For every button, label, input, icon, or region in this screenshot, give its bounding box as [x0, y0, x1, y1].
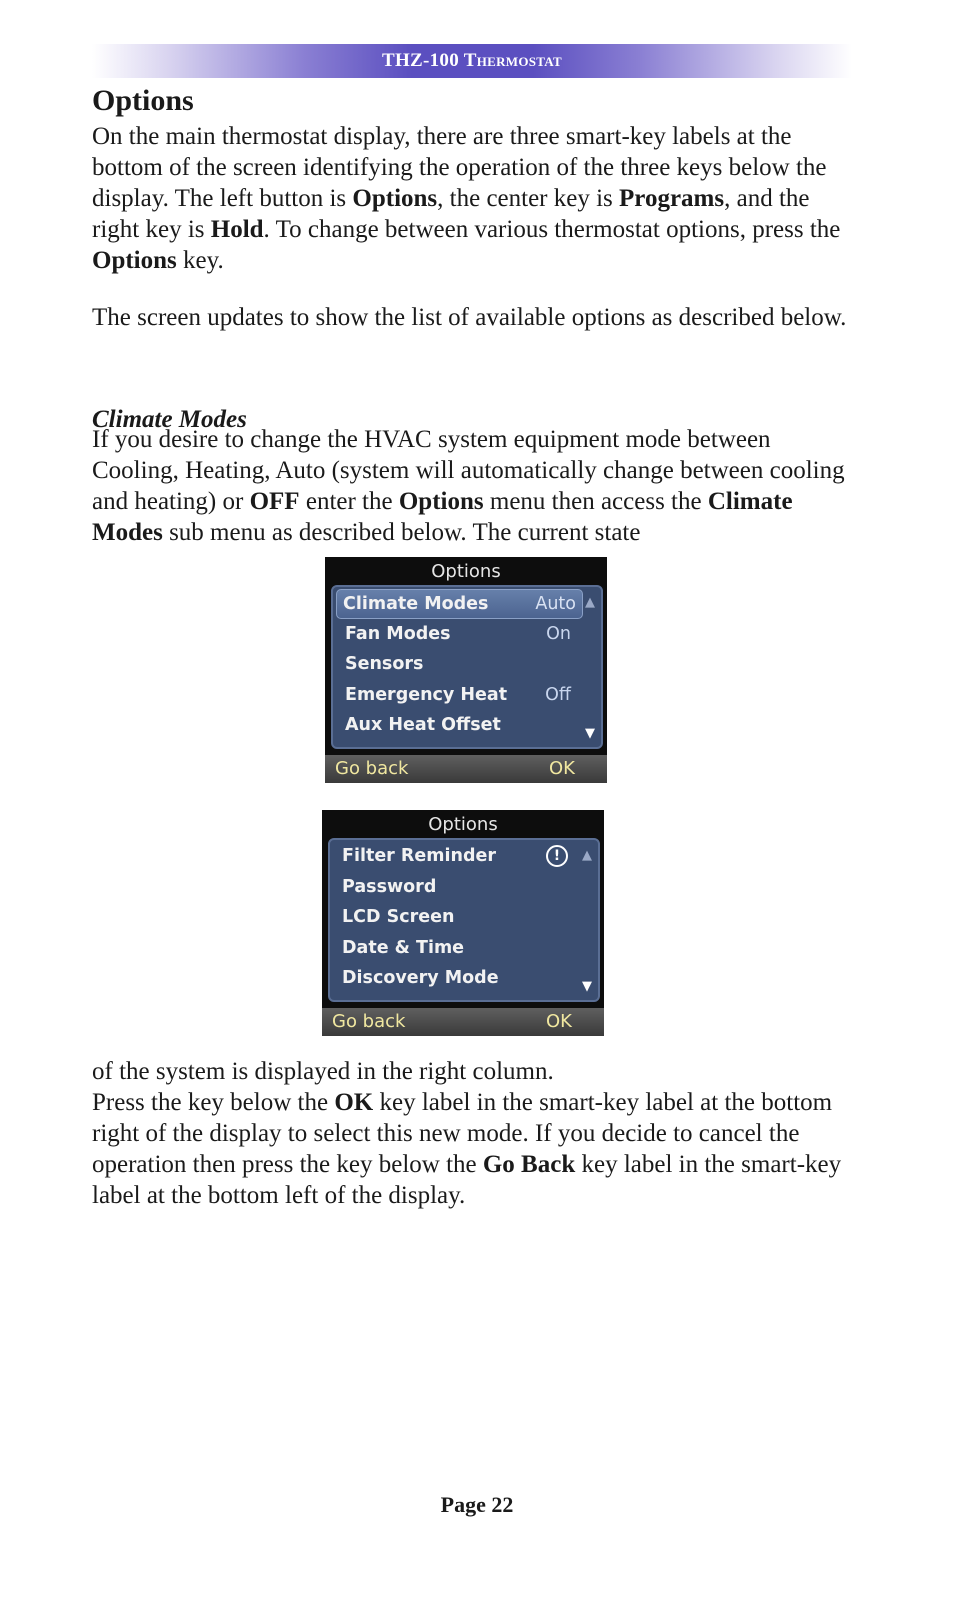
option-label: Fan Modes	[345, 624, 451, 644]
option-row-climate-modes[interactable]	[336, 589, 583, 619]
scroll-down-icon[interactable]: ▼	[582, 979, 592, 994]
options-screen-2	[322, 810, 604, 1036]
option-row-fan-modes[interactable]	[339, 620, 577, 648]
screen-title: Options	[431, 561, 501, 582]
scroll-up-icon[interactable]: ▲	[585, 595, 595, 610]
option-label: Aux Heat Offset	[345, 715, 501, 735]
option-value: On	[546, 624, 571, 644]
option-row-password[interactable]	[336, 873, 574, 901]
option-row-date-time[interactable]	[336, 934, 574, 962]
option-label: Sensors	[345, 654, 424, 674]
header-title: THZ-100 Thermostat	[381, 50, 562, 71]
ok-key[interactable]: OK	[546, 1011, 572, 1032]
option-label: Date & Time	[342, 938, 465, 958]
intro-paragraph: On the main thermostat display, there are three smart-key labels at the bottom of the screen identifying the operation of the three keys below the display. The left button is Options, the center key is Programs, and the right key is Hold. To change between various thermostat options, press the Options key.	[92, 123, 841, 274]
smart-key-bar	[322, 1008, 604, 1036]
option-row-filter-reminder[interactable]	[336, 842, 574, 870]
option-value: Auto	[535, 594, 576, 614]
options-screen-1	[325, 557, 607, 783]
climate-modes-heading: Climate Modes	[92, 406, 247, 433]
go-back-key[interactable]: Go back	[335, 758, 409, 779]
smart-key-bar	[325, 755, 607, 783]
ok-key[interactable]: OK	[549, 758, 575, 779]
option-row-discovery-mode[interactable]	[336, 964, 574, 992]
option-row-emergency-heat[interactable]	[339, 681, 577, 709]
page-number: Page 22	[440, 1492, 514, 1517]
section-heading: Options	[92, 84, 194, 117]
scroll-down-icon[interactable]: ▼	[585, 726, 595, 741]
option-value: Off	[545, 685, 571, 705]
go-back-key[interactable]: Go back	[332, 1011, 406, 1032]
option-row-lcd-screen[interactable]	[336, 903, 574, 931]
option-row-aux-heat-offset[interactable]	[339, 711, 577, 739]
screen-title: Options	[428, 814, 498, 835]
option-label: Password	[342, 877, 437, 897]
climate-modes-paragraph: If you desire to change the HVAC system equipment mode between Cooling, Heating, Auto (system will automatically change between cooling and heating) or OFF enter the Options menu then access the Climate Modes sub menu as described below. The current state	[92, 426, 845, 546]
update-paragraph: The screen updates to show the list of available options as described below.	[92, 304, 847, 331]
result-paragraph: of the system is displayed in the right column. Press the key below the OK key label in the smart-key label at the bottom right of the display to select this new mode. If you decide to cancel the operation then press the key below the Go Back key label in the smart-key label at the bottom left of the display.	[92, 1058, 842, 1209]
alert-icon: !	[546, 845, 568, 867]
options-list	[328, 838, 600, 1002]
option-label: Discovery Mode	[342, 968, 499, 988]
options-list	[331, 585, 603, 749]
option-row-sensors[interactable]	[339, 650, 577, 678]
option-label: Emergency Heat	[345, 685, 508, 705]
option-label: LCD Screen	[342, 907, 455, 927]
option-label: Filter Reminder	[342, 846, 496, 866]
scroll-up-icon[interactable]: ▲	[582, 848, 592, 863]
option-label: Climate Modes	[343, 594, 489, 614]
header-bar	[92, 44, 852, 78]
